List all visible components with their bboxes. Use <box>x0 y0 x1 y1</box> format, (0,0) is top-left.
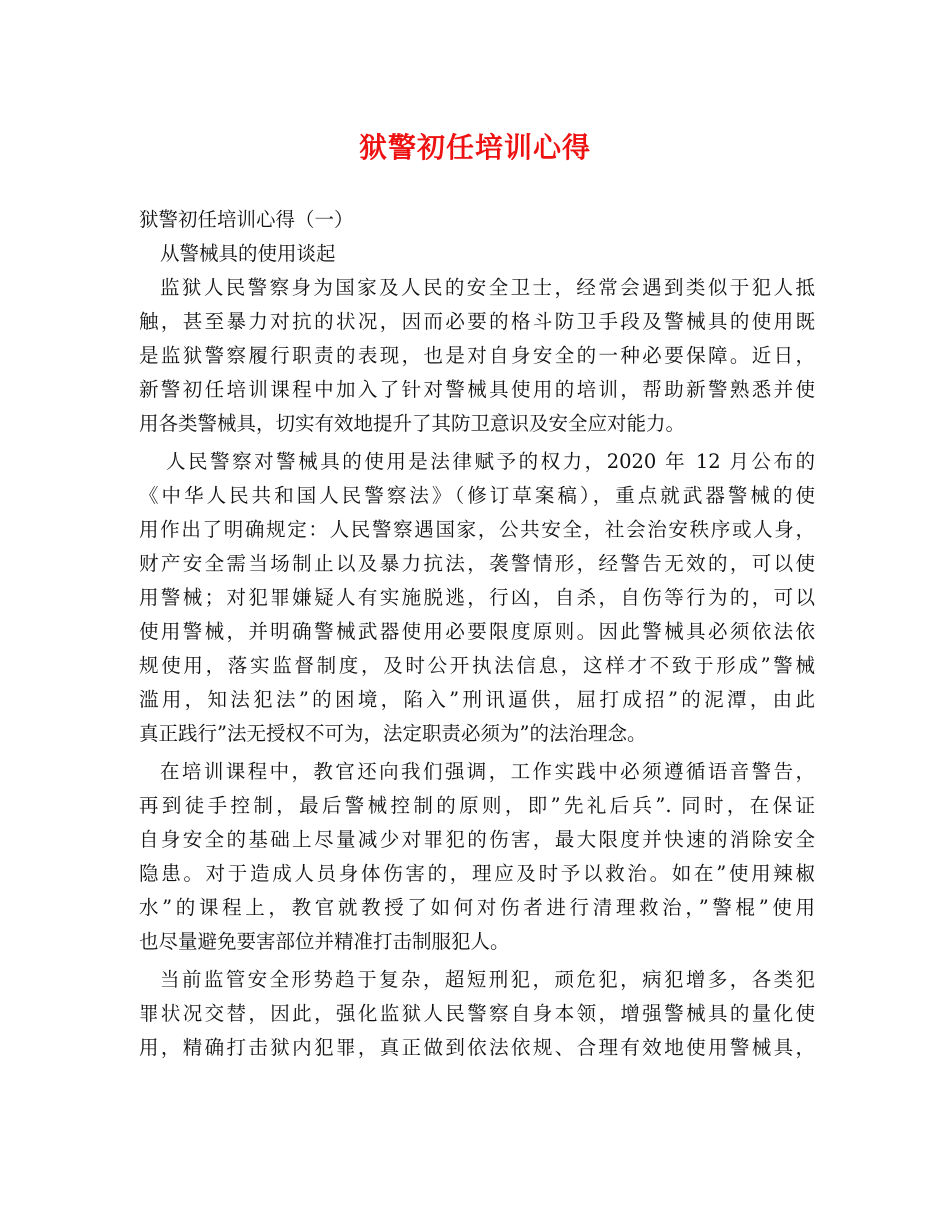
paragraph-line: 是监狱警察履行职责的表现，也是对自身安全的一种必要保障。近日， <box>139 344 815 367</box>
paragraph-line: 触，甚至暴力对抗的状况，因而必要的格斗防卫手段及警械具的使用既 <box>139 310 815 333</box>
paragraph <box>139 271 815 441</box>
paragraph <box>139 755 815 959</box>
paragraph <box>139 963 815 1065</box>
paragraph-line: 滥用，知法犯法”的困境，陷入”刑讯逼供，屈打成招”的泥潭，由此 <box>139 688 815 711</box>
paragraph-line: 当前监管安全形势趋于复杂，超短刑犯，顽危犯，病犯增多，各类犯 <box>160 968 815 991</box>
paragraph-line: 也尽量避免要害部位并精准打击制服犯人。 <box>139 930 510 953</box>
paragraph-line: 自身安全的基础上尽量减少对罪犯的伤害，最大限度并快速的消除安全 <box>139 828 815 851</box>
document-title: 狱警初任培训心得 <box>358 131 591 164</box>
paragraph-line: 水”的课程上，教官就教授了如何对伤者进行清理救治，”警棍”使用 <box>139 896 815 919</box>
section-heading: 从警械具的使用谈起 <box>160 242 336 265</box>
paragraph-line: 用作出了明确规定：人民警察遇国家，公共安全，社会治安秩序或人身， <box>139 518 815 541</box>
paragraph-line: 《中华人民共和国人民警察法》（修订草案稿），重点就武器警械的使 <box>139 484 815 507</box>
paragraph-line: 使用警械，并明确警械武器使用必要限度原则。因此警械具必须依法依 <box>139 620 815 643</box>
paragraph-line: 真正践行”法无授权不可为，法定职责必须为”的法治理念。 <box>139 722 647 745</box>
section-subtitle: 狱警初任培训心得（一） <box>139 208 354 231</box>
document-body <box>139 203 815 1065</box>
paragraph-line: 新警初任培训课程中加入了针对警械具使用的培训，帮助新警熟悉并使 <box>139 378 815 401</box>
paragraph-line: 财产安全需当场制止以及暴力抗法，袭警情形，经警告无效的，可以使 <box>139 552 815 575</box>
paragraph-line: 用，精确打击狱内犯罪，真正做到依法依规、合理有效地使用警械具， <box>139 1036 815 1059</box>
paragraph-line: 规使用，落实监督制度，及时公开执法信息，这样才不致于形成”警械 <box>139 654 815 677</box>
paragraph-line: 罪状况交替，因此，强化监狱人民警察自身本领，增强警械具的量化使 <box>139 1002 815 1025</box>
paragraph-line: 用警械；对犯罪嫌疑人有实施脱逃，行凶，自杀，自伤等行为的，可以 <box>139 586 815 609</box>
paragraph-line: 用各类警械具，切实有效地提升了其防卫意识及安全应对能力。 <box>139 412 686 435</box>
paragraph-line: 再到徒手控制，最后警械控制的原则，即”先礼后兵”. 同时，在保证 <box>139 794 815 817</box>
paragraph <box>139 445 815 751</box>
paragraph-line: 人民警察对警械具的使用是法律赋予的权力，2020 年 12 月公布的 <box>166 450 815 473</box>
paragraph-line: 监狱人民警察身为国家及人民的安全卫士，经常会遇到类似于犯人抵 <box>160 276 815 299</box>
paragraph-line: 在培训课程中，教官还向我们强调，工作实践中必须遵循语音警告， <box>160 760 815 783</box>
paragraph-line: 隐患。对于造成人员身体伤害的，理应及时予以救治。如在”使用辣椒 <box>139 862 815 885</box>
